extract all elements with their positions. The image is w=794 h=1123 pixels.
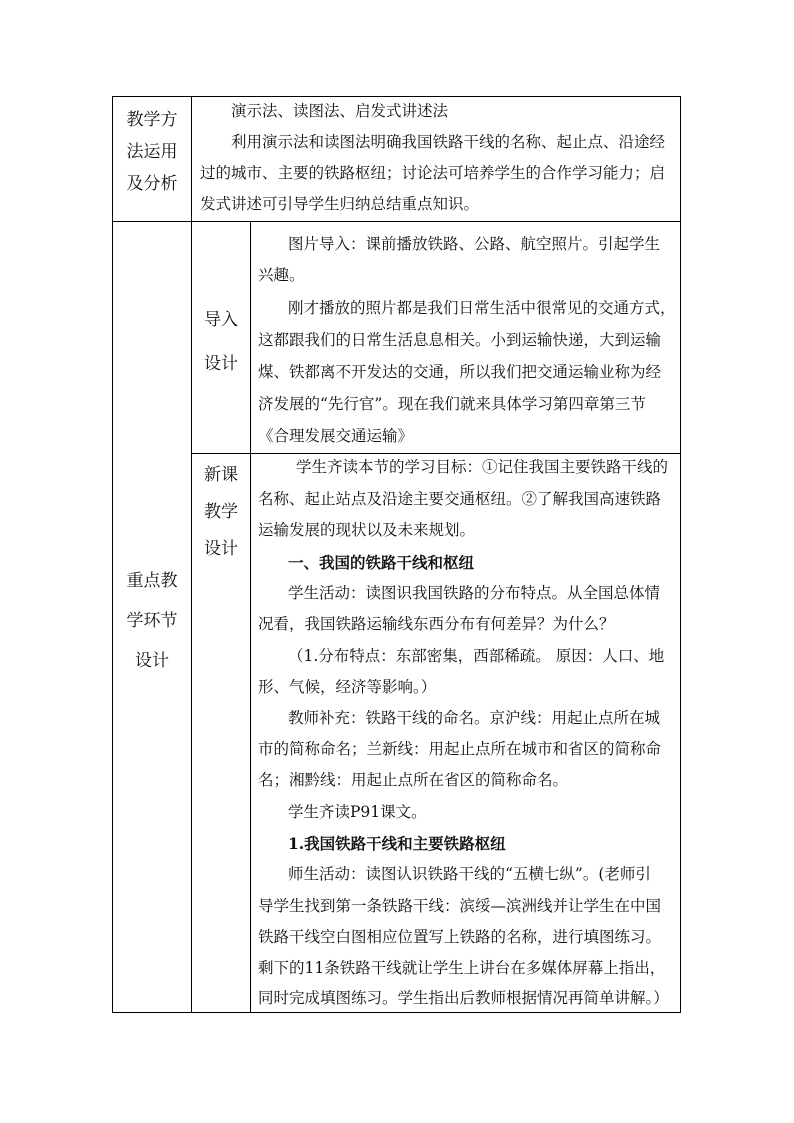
lesson-line: 名；湘黔线：用起止点所在省区的简称命名。 <box>258 771 569 789</box>
key-section-label <box>113 561 191 681</box>
method-label-line: 及分析 <box>126 174 178 194</box>
lesson-line: 剩下的11条铁路干线就让学生上讲台在多媒体屏幕上指出， <box>258 959 666 977</box>
lesson-line: 运输发展的现状以及未来规划。 <box>258 521 476 539</box>
lesson-line: 师生活动：读图认识铁路干线的“五横七纵”。(老师引 <box>288 865 651 883</box>
lesson-line: 导学生找到第一条铁路干线：滨绥—滨洲线并让学生在中国 <box>258 897 662 915</box>
new-lesson-label <box>192 457 250 568</box>
method-line: 发式讲述可引导学生归纳总结重点知识。 <box>200 195 480 213</box>
row-divider-1 <box>112 221 681 222</box>
key-section-label-line: 重点教 <box>126 571 178 591</box>
table-border-left <box>112 96 113 1013</box>
intro-line: 《合理发展交通运输》 <box>258 427 414 445</box>
lesson-line: 学生齐读P91课文。 <box>288 803 427 821</box>
method-line: 过的城市、主要的铁路枢纽；讨论法可培养学生的合作学习能力；启 <box>200 164 666 182</box>
new-lesson-label-line: 设计 <box>204 539 238 559</box>
intro-line: 刚才播放的照片都是我们日常生活中很常见的交通方式， <box>288 299 676 317</box>
lesson-line: 学生齐读本节的学习目标：①记住我国主要铁路干线的 <box>296 458 669 476</box>
intro-line: 图片导入：课前播放铁路、公路、航空照片。引起学生 <box>288 235 661 253</box>
method-label-line: 教学方 <box>126 110 178 130</box>
lesson-line: 名称、起止站点及沿途主要交通枢纽。②了解我国高速铁路 <box>258 490 662 508</box>
lesson-subheading: 1.我国铁路干线和主要铁路枢纽 <box>288 834 506 853</box>
method-label <box>113 104 191 200</box>
table-border-right <box>680 96 681 1013</box>
intro-label <box>192 298 250 386</box>
intro-label-line: 设计 <box>204 354 238 374</box>
intro-line: 这都跟我们的日常生活息息相关。小到运输快递，大到运输 <box>258 331 662 349</box>
lesson-line: 学生活动：读图识我国铁路的分布特点。从全国总体情 <box>288 584 661 602</box>
lesson-line: 市的简称命名；兰新线：用起止点所在城市和省区的简称命 <box>258 740 662 758</box>
lesson-line: 教师补充：铁路干线的命名。京沪线：用起止点所在城 <box>288 709 661 727</box>
method-label-line: 法运用 <box>126 142 178 162</box>
method-line: 演示法、读图法、启发式讲述法 <box>231 102 449 120</box>
key-section-label-line: 设计 <box>135 651 169 671</box>
lesson-line: 形、气候，经济等影响。） <box>258 678 437 696</box>
method-line: 利用演示法和读图法明确我国铁路干线的名称、起止点、沿途经 <box>231 133 666 151</box>
new-lesson-label-line: 教学 <box>204 502 238 522</box>
lesson-line: 铁路干线空白图相应位置写上铁路的名称，进行填图练习。 <box>258 928 662 946</box>
lesson-line: 同时完成填图练习。学生指出后教师根据情况再简单讲解。） <box>258 989 669 1007</box>
lesson-heading: 一、我国的铁路干线和枢纽 <box>288 553 475 572</box>
intro-label-line: 导入 <box>204 310 238 330</box>
lesson-line: 况看，我国铁路运输线东西分布有何差异？为什么？ <box>258 615 615 633</box>
key-section-label-line: 学环节 <box>126 611 178 631</box>
lesson-line: （1.分布特点：东部密集，西部稀疏。 原因：人口、地 <box>288 647 665 665</box>
intro-line: 煤、铁都离不开发达的交通，所以我们把交通运输业称为经 <box>258 363 662 381</box>
new-lesson-label-line: 新课 <box>204 465 238 485</box>
intro-line: 济发展的“先行官”。现在我们就来具体学习第四章第三节 <box>258 395 646 413</box>
column-divider-2 <box>250 221 251 1013</box>
intro-line: 兴趣。 <box>258 266 305 284</box>
